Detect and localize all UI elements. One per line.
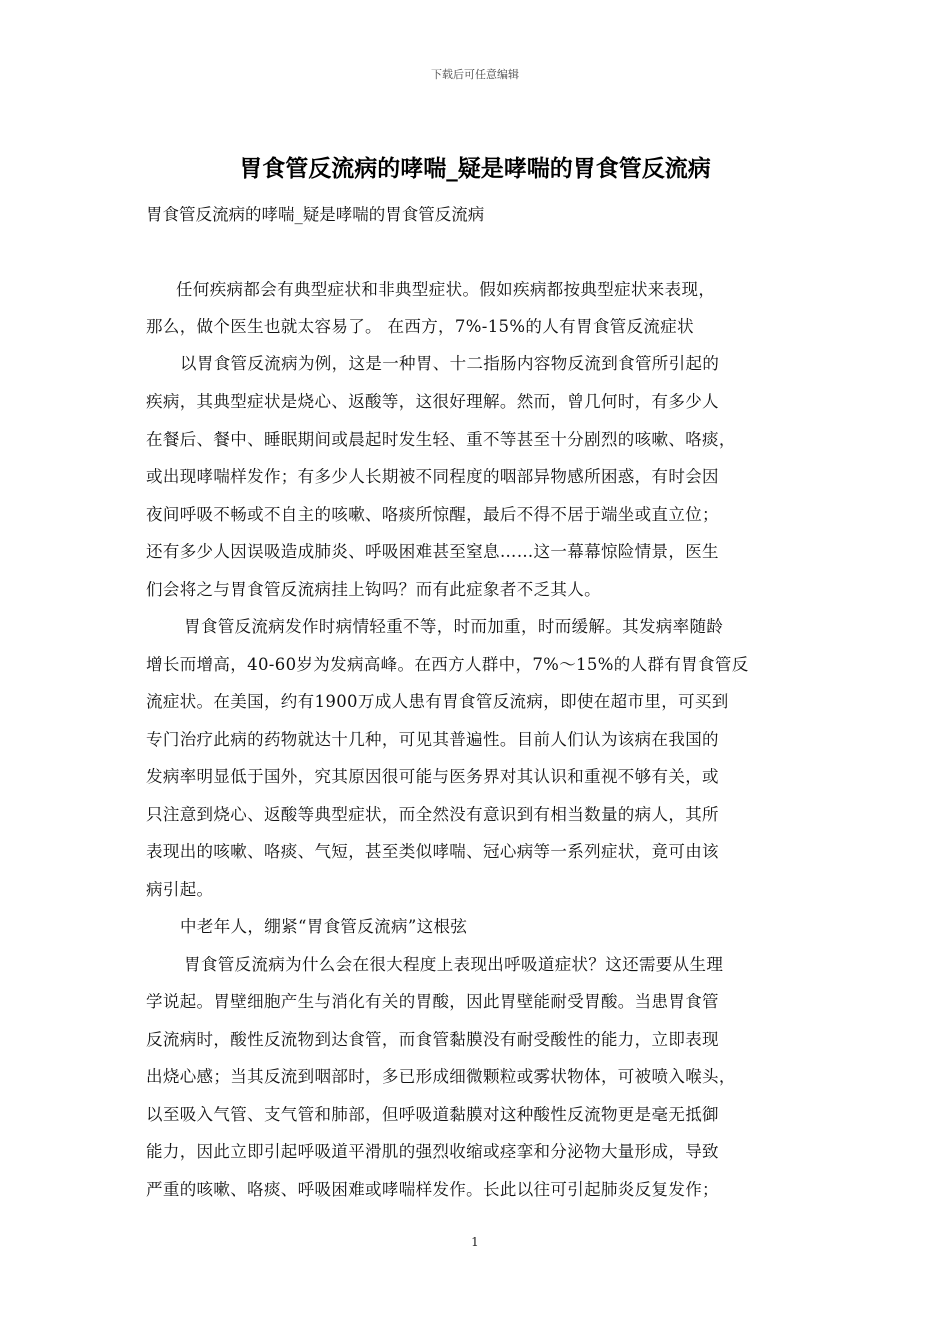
body-line: 能力，因此立即引起呼吸道平滑肌的强烈收缩或痉挛和分泌物大量形成，导致	[146, 1142, 719, 1161]
page-number: 1	[471, 1235, 479, 1249]
body-line: 们会将之与胃食管反流病挂上钩吗？而有此症象者不乏其人。	[146, 580, 601, 599]
body-line: 专门治疗此病的药物就达十几种，可见其普遍性。目前人们认为该病在我国的	[146, 730, 719, 749]
body-line: 还有多少人因误吸造成肺炎、呼吸困难甚至窒息……这一幕幕惊险情景，医生	[146, 542, 719, 561]
body-line: 病引起。	[146, 880, 214, 899]
body-line: 或出现哮喘样发作；有多少人长期被不同程度的咽部异物感所困惑，有时会因	[146, 467, 719, 486]
body-line: 增长而增高，40-60岁为发病高峰。在西方人群中，7%～15%的人群有胃食管反	[146, 655, 749, 674]
body-line: 以胃食管反流病为例，这是一种胃、十二指肠内容物反流到食管所引起的	[180, 354, 720, 373]
body-line: 夜间呼吸不畅或不自主的咳嗽、咯痰所惊醒，最后不得不居于端坐或直立位；	[146, 505, 719, 524]
body-line: 反流病时，酸性反流物到达食管，而食管黏膜没有耐受酸性的能力，立即表现	[146, 1030, 719, 1049]
body-line: 表现出的咳嗽、咯痰、气短，甚至类似哮喘、冠心病等一系列症状，竟可由该	[146, 842, 719, 861]
document-title: 胃食管反流病的哮喘_疑是哮喘的胃食管反流病	[239, 156, 711, 182]
body-line: 发病率明显低于国外，究其原因很可能与医务界对其认识和重视不够有关，或	[146, 767, 719, 786]
body-line: 出烧心感；当其反流到咽部时，多已形成细微颗粒或雾状物体，可被喷入喉头，	[146, 1067, 736, 1086]
document-subtitle: 胃食管反流病的哮喘_疑是哮喘的胃食管反流病	[146, 205, 485, 224]
body-line: 在餐后、餐中、睡眠期间或晨起时发生轻、重不等甚至十分剧烈的咳嗽、咯痰，	[146, 430, 736, 449]
body-line: 以至吸入气管、支气管和肺部，但呼吸道黏膜对这种酸性反流物更是毫无抵御	[146, 1105, 719, 1124]
body-line: 疾病，其典型症状是烧心、返酸等，这很好理解。然而，曾几何时，有多少人	[146, 392, 719, 411]
section-heading: 中老年人，绷紧“胃食管反流病”这根弦	[180, 917, 468, 936]
body-line: 只注意到烧心、返酸等典型症状，而全然没有意识到有相当数量的病人，其所	[146, 805, 719, 824]
body-line: 胃食管反流病发作时病情轻重不等，时而加重，时而缓解。其发病率随龄	[184, 617, 724, 636]
body-line: 学说起。胃壁细胞产生与消化有关的胃酸，因此胃壁能耐受胃酸。当患胃食管	[146, 992, 719, 1011]
header-note: 下载后可任意编辑	[431, 68, 519, 81]
body-line: 流症状。在美国，约有1900万成人患有胃食管反流病，即使在超市里，可买到	[146, 692, 729, 711]
body-line: 胃食管反流病为什么会在很大程度上表现出呼吸道症状？这还需要从生理	[184, 955, 724, 974]
body-line: 任何疾病都会有典型症状和非典型症状。假如疾病都按典型症状来表现，	[176, 280, 716, 299]
body-line: 严重的咳嗽、咯痰、呼吸困难或哮喘样发作。长此以往可引起肺炎反复发作；	[146, 1180, 719, 1199]
body-line: 那么，做个医生也就太容易了。 在西方，7%-15%的人有胃食管反流症状	[146, 317, 694, 336]
